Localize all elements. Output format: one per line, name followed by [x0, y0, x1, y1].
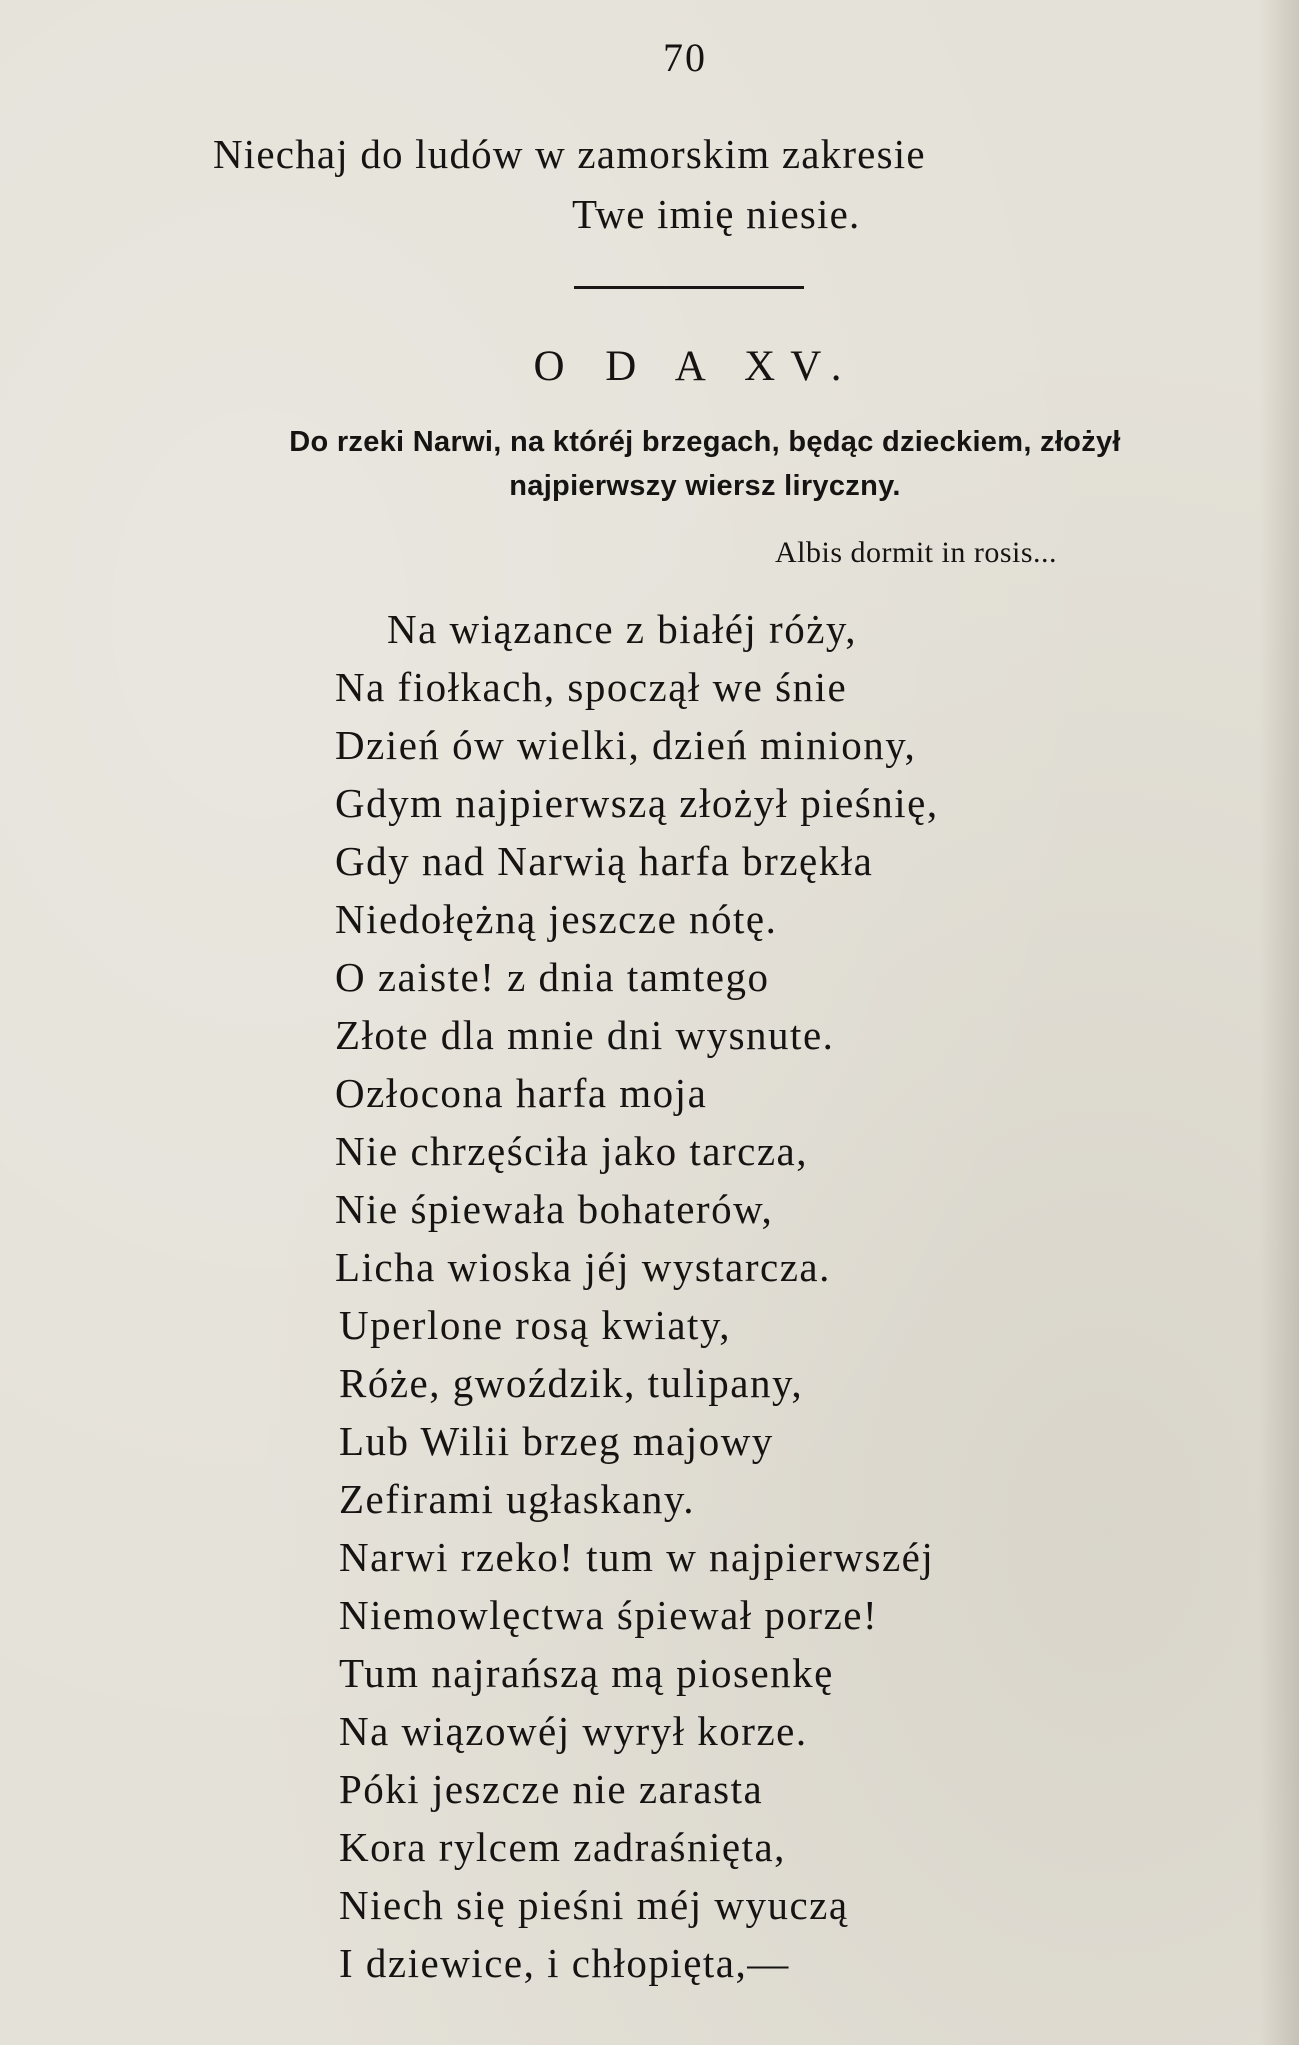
verse-line: Niemowlęctwa śpiewał porze! [339, 1592, 879, 1638]
verse-line: Na fiołkach, spoczął we śnie [335, 664, 848, 710]
previous-poem-line: Twe imię niesie. [572, 191, 861, 237]
verse-line: Tum najrańszą mą piosenkę [339, 1650, 834, 1696]
ode-dedication: Do rzeki Narwi, na któréj brzegach, będąc dzieckiem, złożył [289, 426, 1121, 458]
poem-body [335, 600, 1155, 1992]
verse-line: Niedołężną jeszcze nótę. [335, 896, 778, 942]
verse-line: Uperlone rosą kwiaty, [339, 1302, 732, 1348]
verse-line: Na wiązance z białéj róży, [387, 606, 858, 652]
verse-line: Nie śpiewała bohaterów, [335, 1186, 774, 1232]
epigraph: Albis dormit in rosis... [775, 536, 1058, 569]
verse-line: Złote dla mnie dni wysnute. [335, 1012, 835, 1058]
verse-line: O zaiste! z dnia tamtego [335, 954, 770, 1000]
verse-line: I dziewice, i chłopięta,— [339, 1940, 790, 1986]
verse-line: Nie chrzęściła jako tarcza, [335, 1128, 809, 1174]
verse-line: Gdym najpierwszą złożył pieśnię, [335, 780, 939, 826]
verse-line: Kora rylcem zadraśnięta, [339, 1824, 786, 1870]
verse-line: Dzień ów wielki, dzień miniony, [335, 722, 917, 768]
verse-line: Narwi rzeko! tum w najpierwszéj [339, 1534, 935, 1580]
verse-line: Zefirami ugłaskany. [339, 1476, 695, 1522]
verse-line: Ozłocona harfa moja [335, 1070, 708, 1116]
verse-line: Lub Wilii brzeg majowy [339, 1418, 774, 1464]
ode-dedication: najpierwszy wiersz liryczny. [509, 470, 901, 502]
verse-line: Gdy nad Narwią harfa brzękła [335, 838, 874, 884]
verse-line: Róże, gwoździk, tulipany, [339, 1360, 804, 1406]
verse-line: Niech się pieśni méj wyuczą [339, 1882, 849, 1928]
page-edge-shadow [1259, 0, 1299, 2045]
section-divider [574, 286, 804, 289]
ode-title: O D A XV. [533, 343, 857, 390]
page-number: 70 [663, 35, 707, 80]
verse-line: Póki jeszcze nie zarasta [339, 1766, 764, 1812]
verse-line: Licha wioska jéj wystarcza. [335, 1244, 831, 1290]
verse-line: Na wiązowéj wyrył korze. [339, 1708, 808, 1754]
previous-poem-line: Niechaj do ludów w zamorskim zakresie [213, 131, 926, 177]
